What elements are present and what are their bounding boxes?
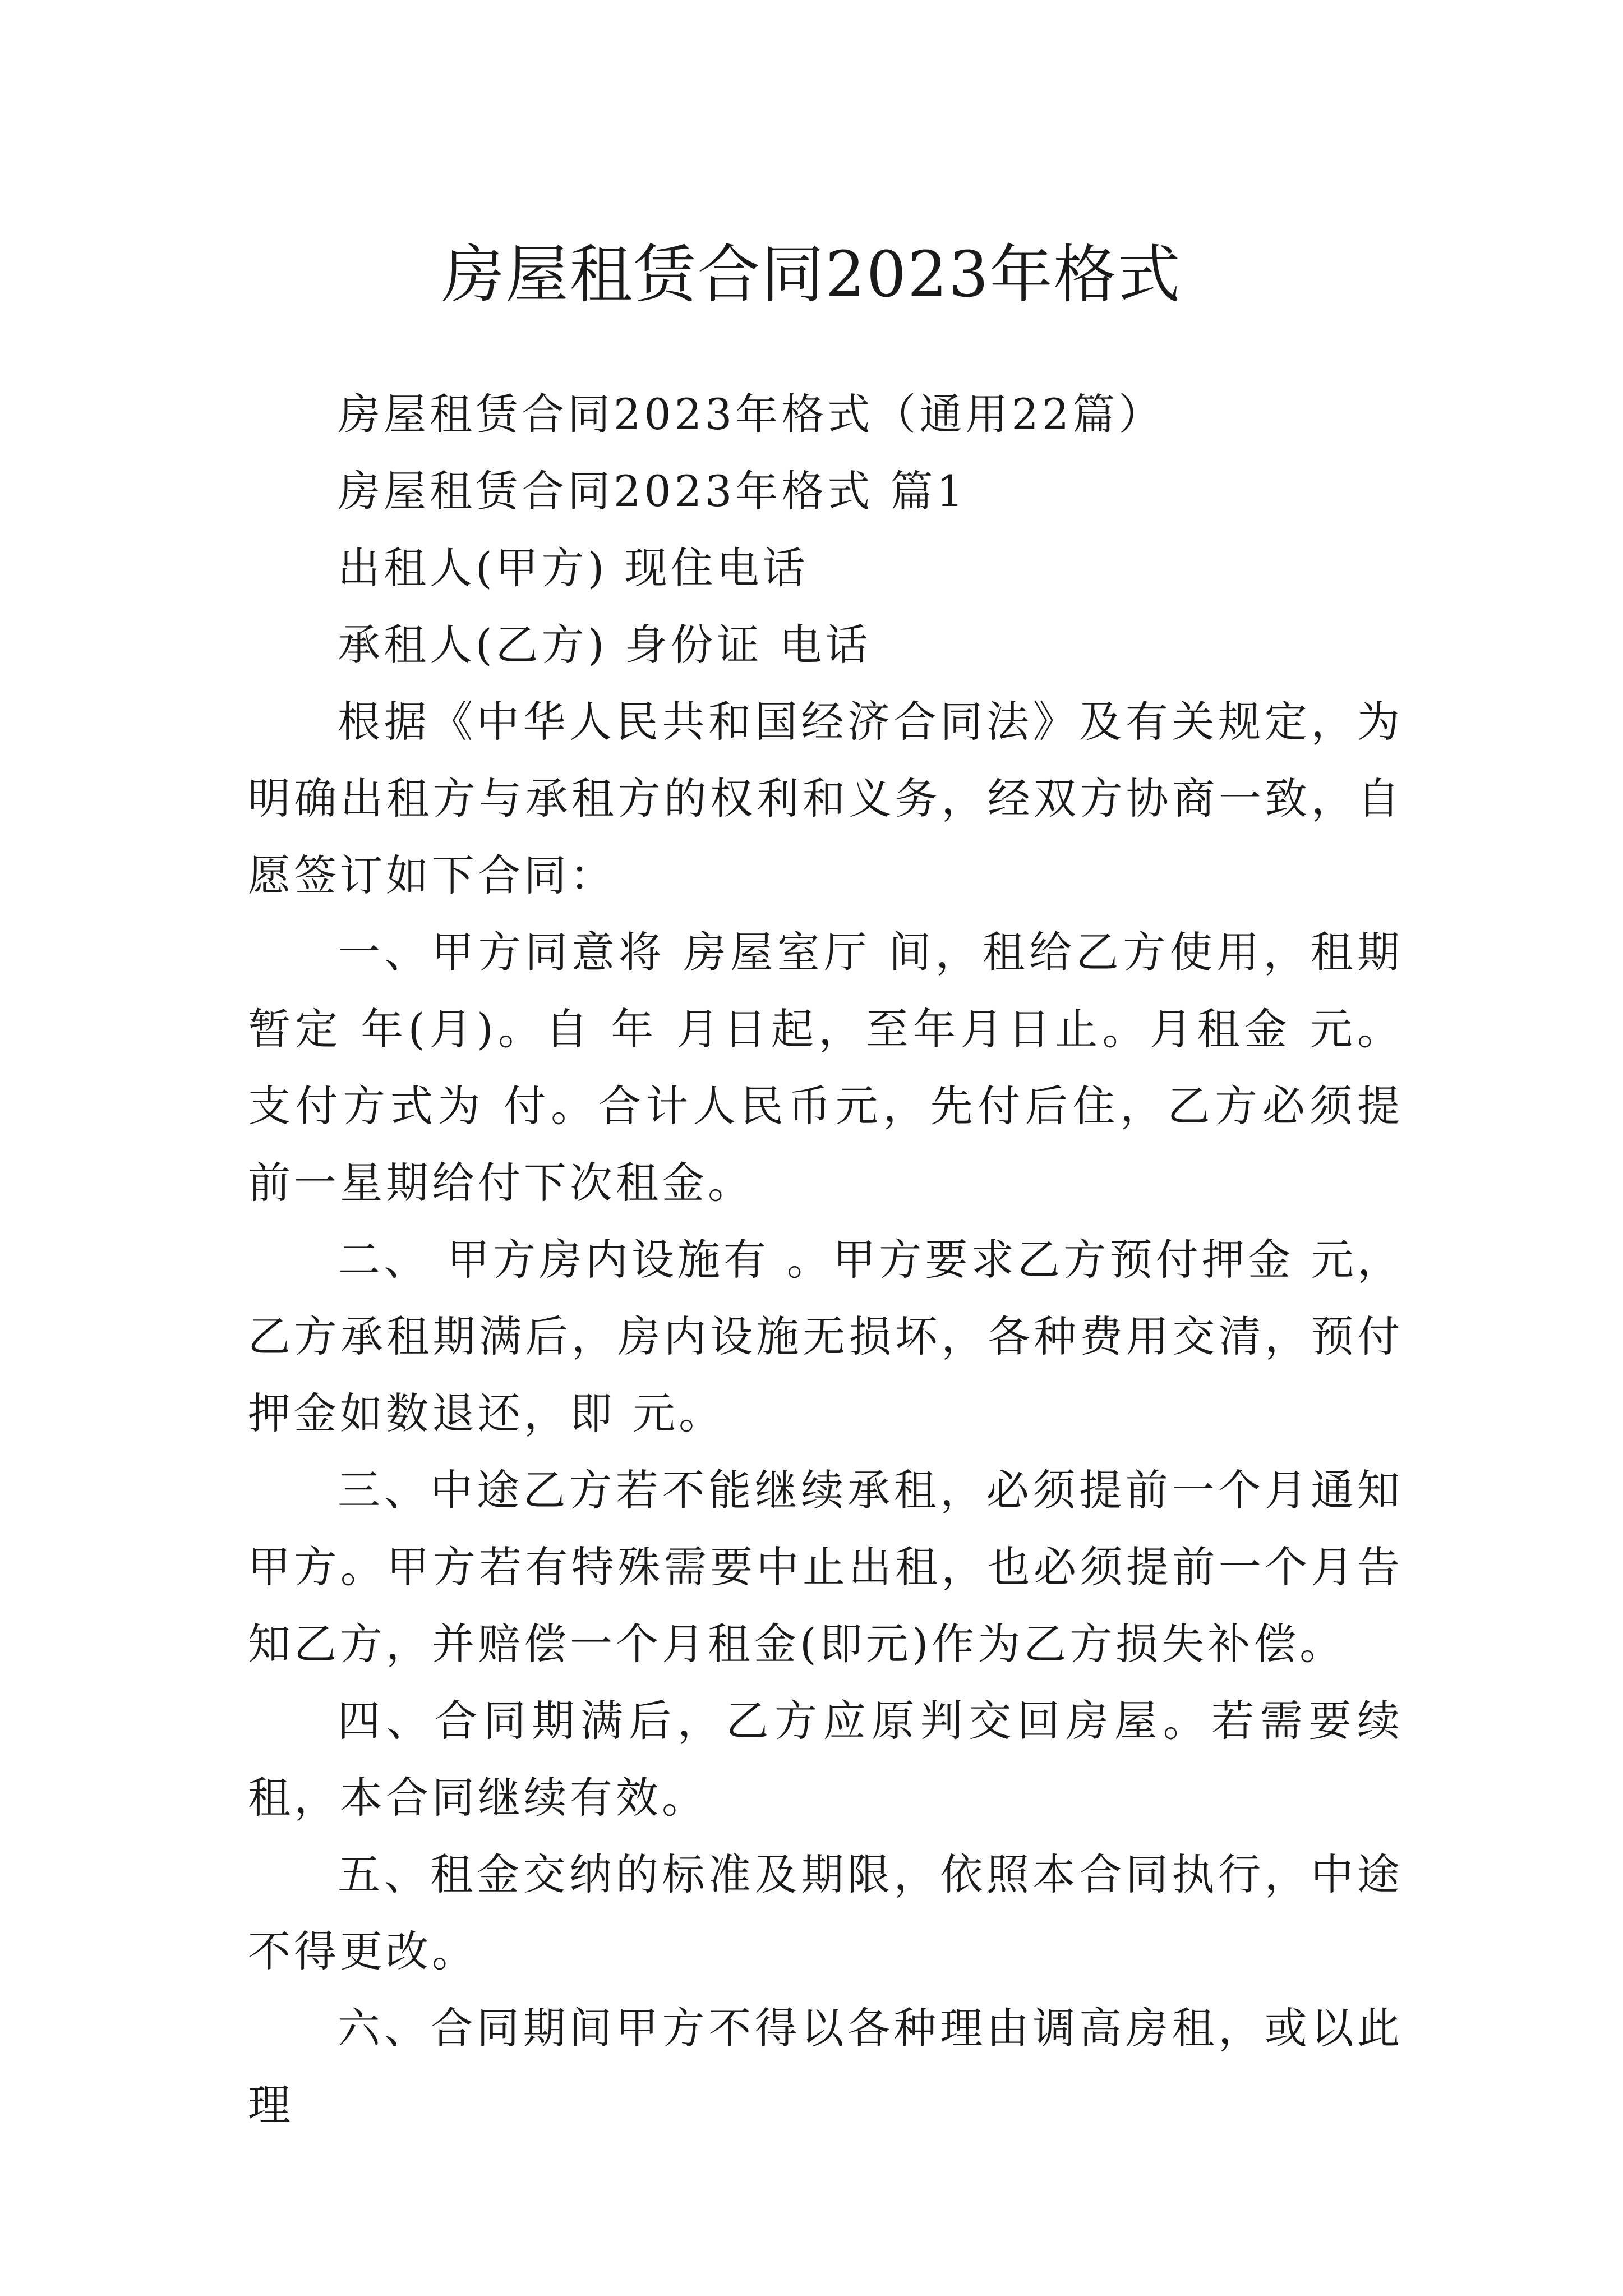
paragraph-clause-1: 一、甲方同意将 房屋室厅 间，租给乙方使用，租期暂定 年(月)。自 年 月日起，至年月日止。月租金 元。支付方式为 付。合计人民币元，先付后住，乙方必须提前一星期给付下次租金。 [248,927,1403,1208]
paragraph-clause-6: 六、合同期间甲方不得以各种理由调高房租，或以此理 [248,2003,1403,2130]
paragraph-clause-4: 四、合同期满后，乙方应原判交回房屋。若需要续租，本合同继续有效。 [248,1696,1403,1823]
paragraph-clause-3: 三、中途乙方若不能继续承租，必须提前一个月通知甲方。甲方若有特殊需要中止出租，也必须提前一个月告知乙方，并赔偿一个月租金(即元)作为乙方损失补偿。 [248,1465,1403,1669]
paragraph-clause-5: 五、租金交纳的标准及期限，依照本合同执行，中途不得更改。 [248,1849,1403,1976]
document-title: 房屋租赁合同2023年格式 [441,238,1182,312]
document-body [248,376,1403,2143]
paragraph-section-heading: 房屋租赁合同2023年格式 篇1 [338,466,967,516]
paragraph-lessee: 承租人(乙方) 身份证 电话 [338,620,872,670]
paragraph-clause-2: 二、 甲方房内设施有 。甲方要求乙方预付押金 元，乙方承租期满后，房内设施无损坏，各种费用交清，预付押金如数退还，即 元。 [248,1235,1403,1438]
paragraph-preamble: 根据《中华人民共和国经济合同法》及有关规定，为明确出租方与承租方的权利和义务，经双方协商一致，自愿签订如下合同： [248,697,1403,900]
paragraph-lessor: 出租人(甲方) 现住电话 [338,543,809,593]
paragraph-subtitle: 房屋租赁合同2023年格式（通用22篇） [338,389,1165,439]
